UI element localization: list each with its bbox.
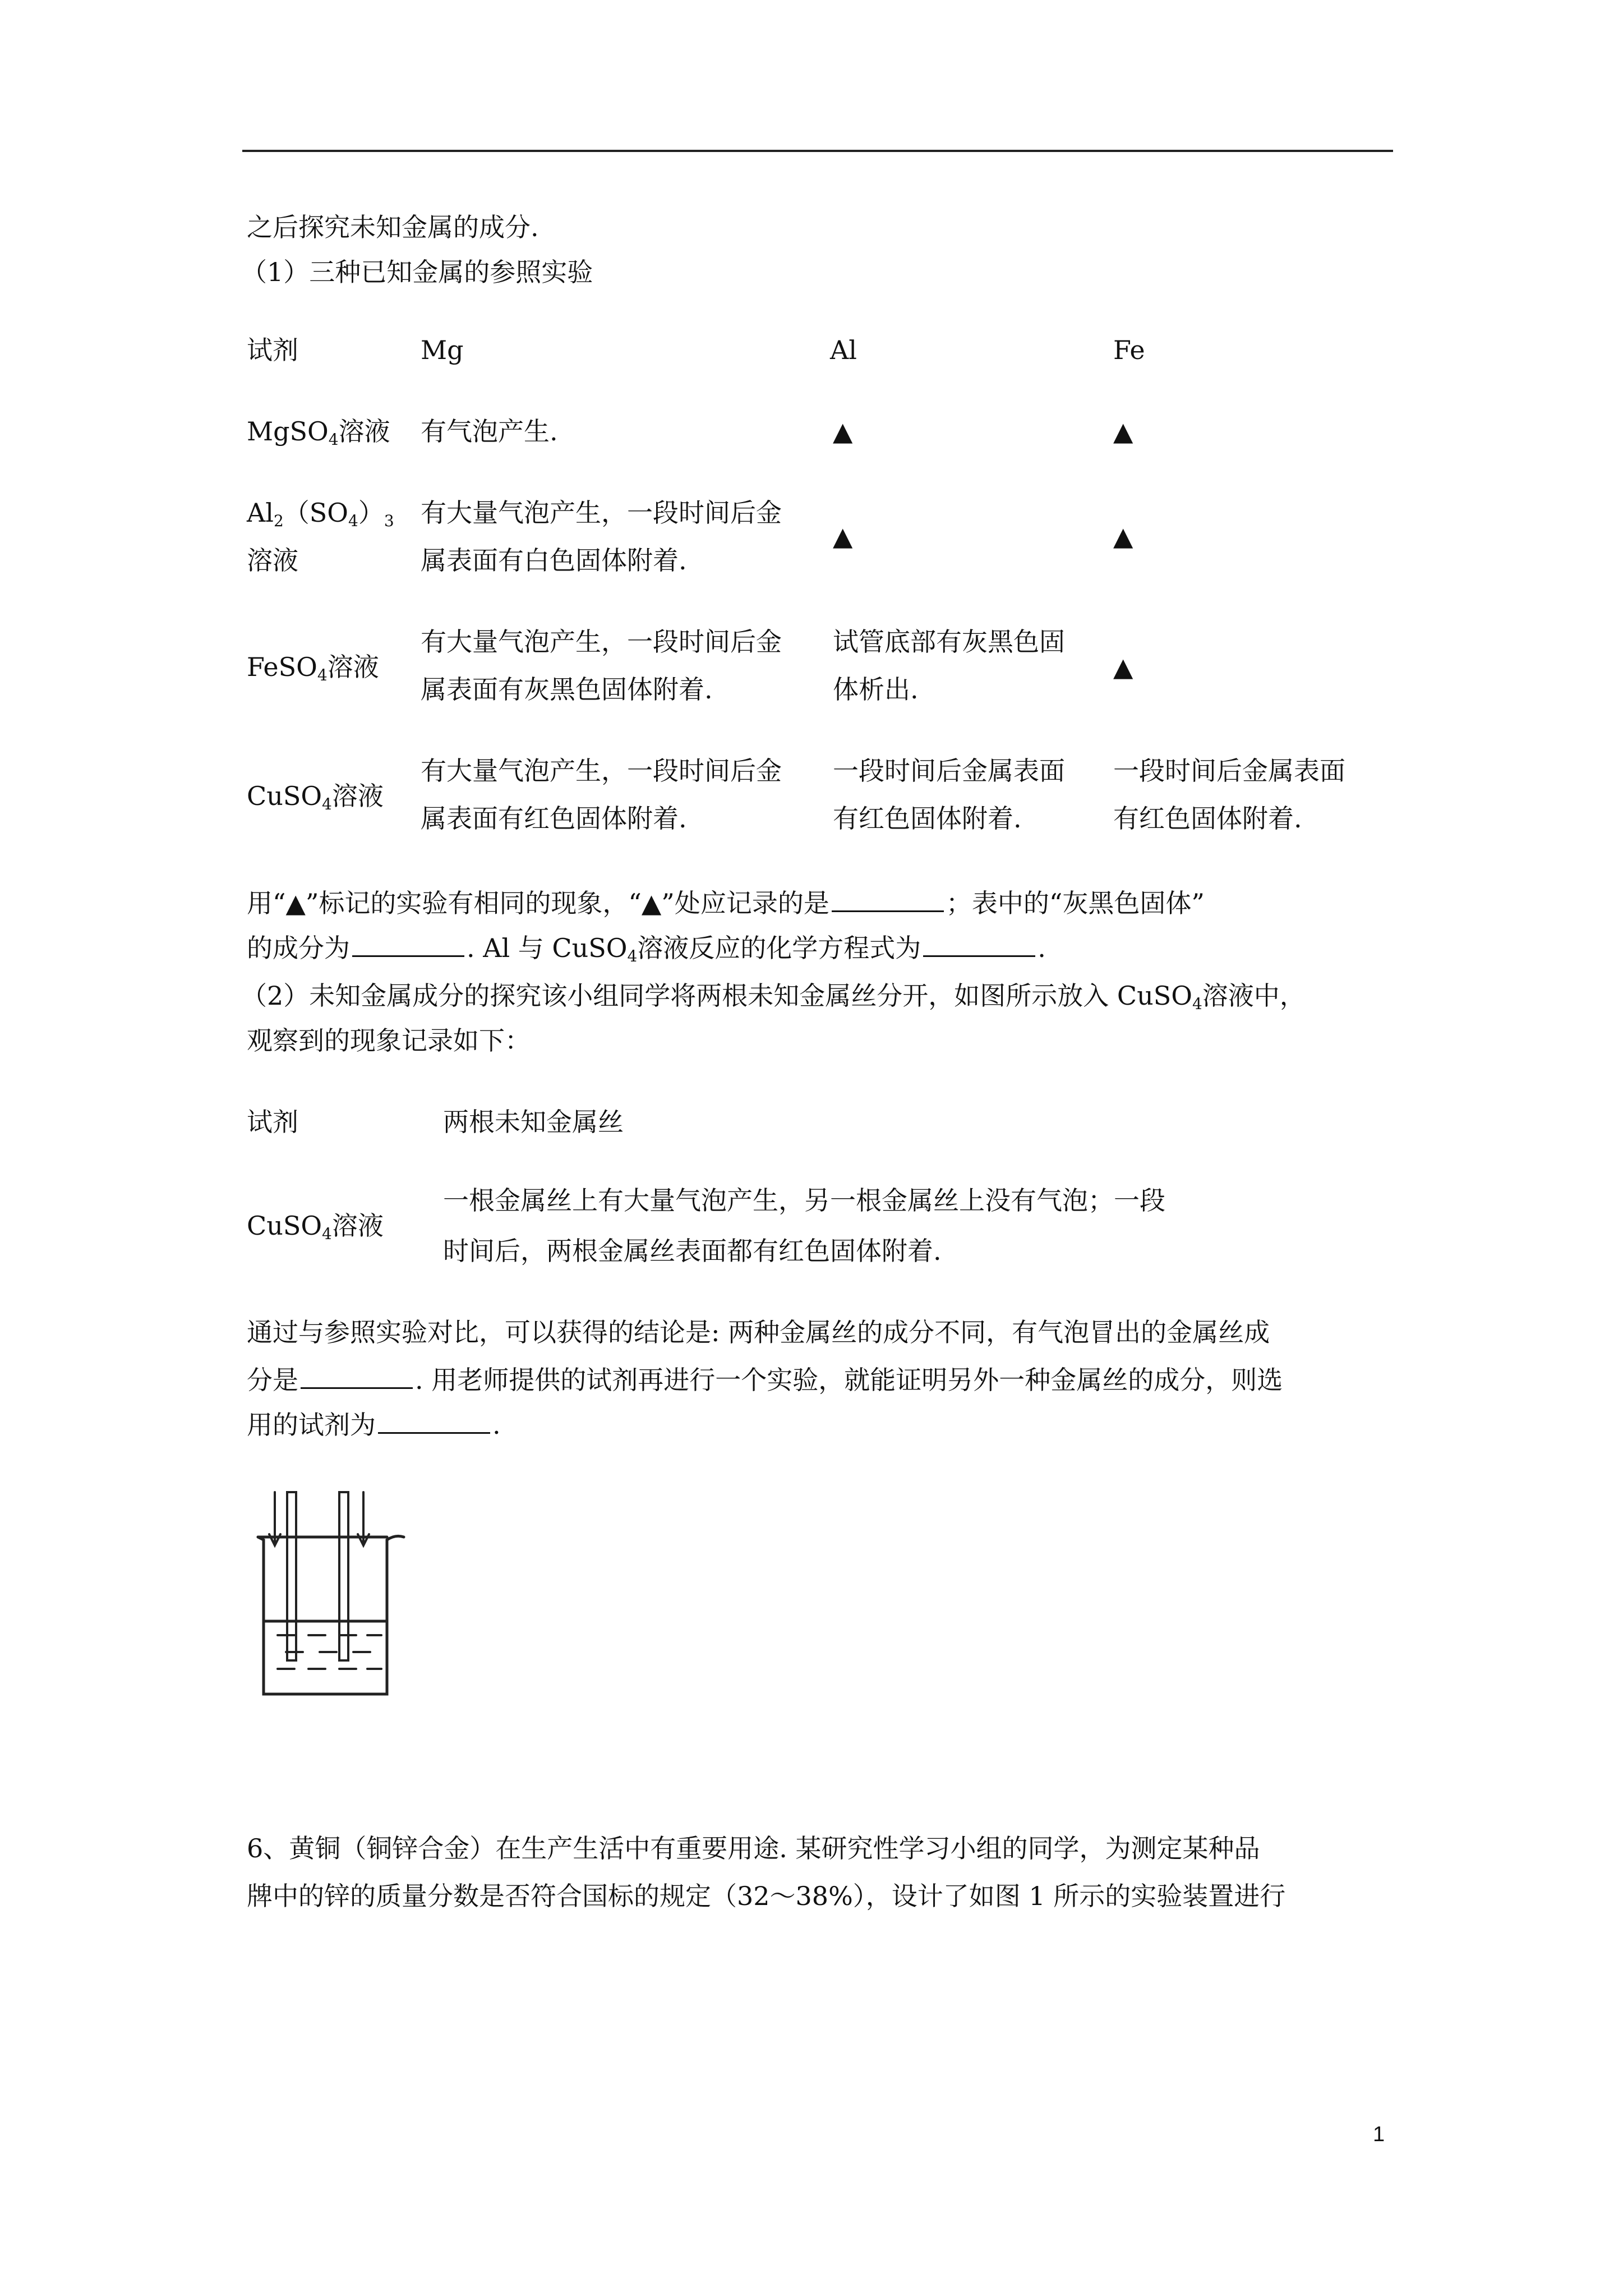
answer-blank[interactable] [301,1367,413,1389]
q6-line1: 6、黄铜（铜锌合金）在生产生活中有重要用途. 某研究性学习小组的同学，为测定某种品 [247,1833,1260,1864]
conclusion-line1: 通过与参照实验对比，可以获得的结论是: 两种金属丝的成分不同，有气泡冒出的金属丝成 [247,1317,1270,1347]
table1-row1-reagent: MgSO$_4$溶液 [247,416,390,449]
conclusion-line3: 用的试剂为 . [247,1410,501,1440]
table1-row3-al-line2: 体析出. [833,674,919,705]
table1-row3-fe-triangle: ▲ [1113,652,1133,682]
table1-header-mg: Mg [421,335,464,365]
table1-header-al: Al [830,335,857,365]
table1-row2-fe-triangle: ▲ [1113,521,1133,551]
beaker-with-wires-figure [247,1481,415,1705]
table2-header-reagent: 试剂 [247,1107,298,1137]
answer-blank[interactable] [923,935,1035,957]
table1-row4-fe-line2: 有红色固体附着. [1113,803,1302,834]
table1-row4-al-line2: 有红色固体附着. [833,803,1022,834]
table1-row4-fe-line1: 一段时间后金属表面 [1113,756,1345,786]
table1-row4-reagent: CuSO$_4$溶液 [247,781,384,813]
table1-row2-reagent-line1: $Al_2(SO_4)_3$ [247,498,394,530]
answer-blank[interactable] [832,890,944,912]
table1-row1-mg: 有气泡产生. [421,416,558,447]
table2-row-observation-line2: 时间后，两根金属丝表面都有红色固体附着. [443,1236,942,1266]
q6-line2: 牌中的锌的质量分数是否符合国标的规定（32～38%），设计了如图 1 所示的实验装置进行 [247,1881,1286,1911]
part2-line1: （2）未知金属成分的探究该小组同学将两根未知金属丝分开，如图所示放入 CuSO$_4$溶液中， [241,981,1306,1013]
part1-title: （1）三种已知金属的参照实验 [241,257,593,287]
table1-row2-mg-line1: 有大量气泡产生，一段时间后金 [421,498,782,528]
table1-row4-mg-line1: 有大量气泡产生，一段时间后金 [421,756,782,786]
table1-row4-al-line1: 一段时间后金属表面 [833,756,1065,786]
table2-header-wire: 两根未知金属丝 [443,1107,624,1137]
table1-row2-mg-line2: 属表面有白色固体附着. [421,545,687,576]
conclusion-line2: 分是 . 用老师提供的试剂再进行一个实验，就能证明另外一种金属丝的成分，则选 [247,1365,1283,1395]
table1-row3-reagent: FeSO$_4$溶液 [247,652,379,684]
table1-row3-mg-line2: 属表面有灰黑色固体附着. [421,674,713,705]
table1-row1-fe-triangle: ▲ [1113,416,1133,447]
table1-row3-mg-line1: 有大量气泡产生，一段时间后金 [421,627,782,657]
q1-line1: 用“▲”标记的实验有相同的现象，“▲”处应记录的是 ；表中的“灰黑色固体” [247,888,1205,918]
answer-blank[interactable] [352,935,464,957]
table2-row-observation-line1: 一根金属丝上有大量气泡产生，另一根金属丝上没有气泡；一段 [443,1185,1165,1216]
table1-row2-al-triangle: ▲ [833,521,853,551]
answer-blank[interactable] [378,1412,490,1434]
table1-row2-reagent-line2: 溶液 [247,545,298,576]
table2-row-reagent: CuSO$_4$溶液 [247,1211,384,1243]
table1-header-reagent: 试剂 [247,335,298,365]
part2-line2: 观察到的现象记录如下： [247,1025,531,1056]
header-rule [242,150,1393,152]
table1-row4-mg-line2: 属表面有红色固体附着. [421,803,687,834]
table1-row3-al-line1: 试管底部有灰黑色固 [833,627,1065,657]
q1-line2: 的成分为 . Al 与 CuSO$_4$溶液反应的化学方程式为 . [247,933,1046,965]
table1-row1-al-triangle: ▲ [833,416,853,447]
table1-header-fe: Fe [1113,335,1145,365]
intro-text: 之后探究未知金属的成分. [247,212,539,242]
page-number: 1 [1373,2123,1385,2146]
